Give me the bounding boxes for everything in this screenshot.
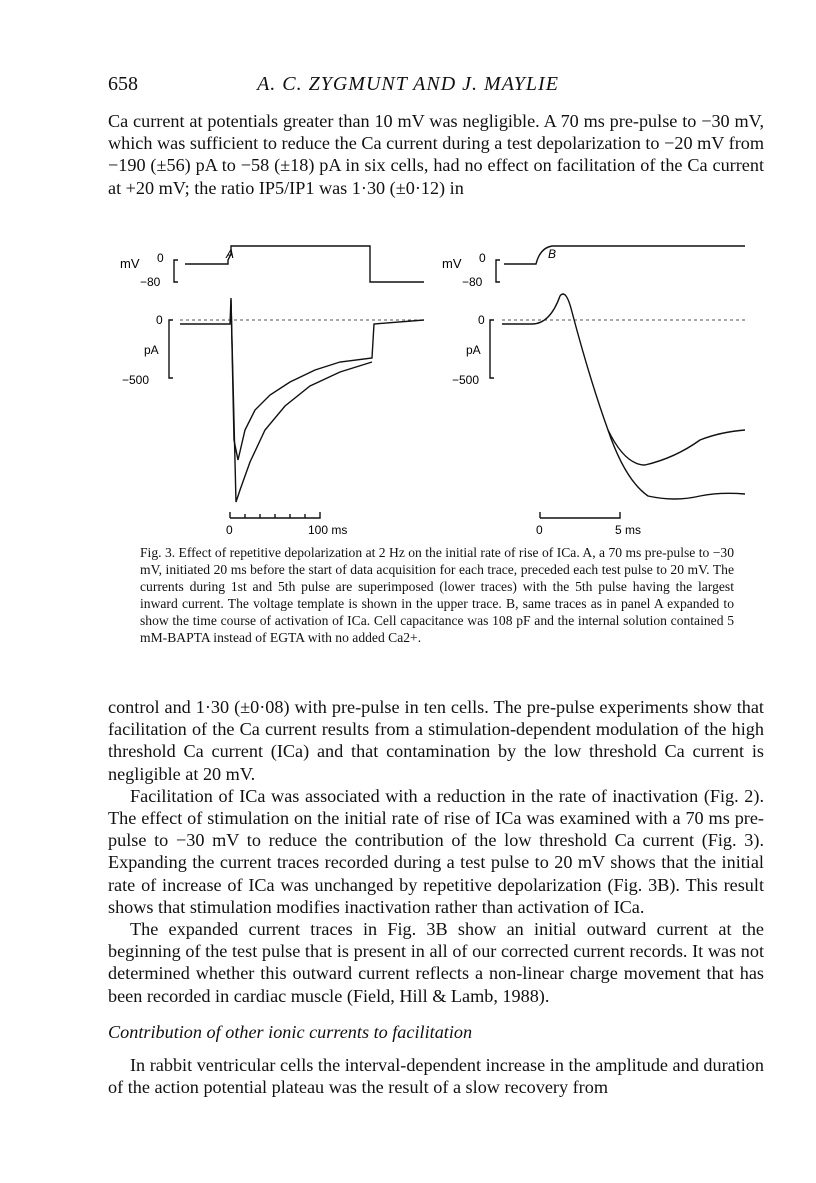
panel-b-mv-top: 0 [479, 251, 486, 265]
panel-a-time-end: 100 ms [308, 523, 348, 537]
figure-caption: Fig. 3. Effect of repetitive depolarization at 2 Hz on the initial rate of rise of ICa. A, a 70 ms pre-pulse to −30 mV, initiated 20 ms before the start of data acquisition for each trace, preceded each test pulse to 20 mV. The currents during 1st and 5th pulse are superimposed (lower traces) with the 5th pulse having the largest inward current. The voltage template is shown in the upper trace. B, same traces as in panel A expanded to show the time course of activation of ICa. Cell capacitance was 108 pF and the internal solution contained 5 mM-BAPTA instead of EGTA with no added Ca2+. [140, 545, 734, 645]
panel-b-mv-scale [496, 260, 500, 282]
running-title: A. C. ZYGMUNT AND J. MAYLIE [257, 73, 559, 95]
section-heading: Contribution of other ionic currents to facilitation [108, 1022, 473, 1042]
panel-b-pa-scale [490, 320, 494, 378]
paragraph: Ca current at potentials greater than 10 mV was negligible. A 70 ms pre-pulse to −30 mV, which was sufficient to reduce the Ca current during a test depolarization to −20 mV from −190 (±56) pA to −58 (±18) pA in six cells, had no effect on facilitation of the Ca current at +20 mV; the ratio IP5/IP1 was 1·30 (±0·12) in [108, 111, 764, 198]
body-text-top [108, 110, 764, 199]
panel-a-mv-top: 0 [157, 251, 164, 265]
panel-b-pa-top: 0 [478, 313, 485, 327]
paragraph: Facilitation of ICa was associated with a reduction in the rate of inactivation (Fig. 2). The effect of stimulation on the initial rate of rise of ICa was examined with a 70 ms pre-pulse to −30 mV to reduce the contribution of the low threshold Ca current (Fig. 3). Expanding the current traces recorded during a test pulse to 20 mV shows that the initial rate of increase of ICa was unchanged by repetitive depolarization (Fig. 3B). This result shows that stimulation modifies inactivation rather than activation of ICa. [108, 785, 764, 917]
panel-b-current-trace-5th [608, 430, 745, 499]
panel-a-mv-unit: mV [120, 256, 140, 271]
panel-a-label: A [226, 247, 235, 261]
panel-a-current-trace-5th [231, 300, 372, 502]
panel-b-pa-unit: pA [466, 343, 481, 357]
paragraph: control and 1·30 (±0·08) with pre-pulse in ten cells. The pre-pulse experiments show that facilitation of the Ca current results from a stimulation-dependent modulation of the high threshold Ca current (ICa) and that contamination by the low threshold Ca current is negligible at 20 mV. [108, 697, 764, 784]
panel-a-voltage-trace [185, 246, 424, 282]
panel-a-mv-scale [174, 260, 178, 282]
paragraph: In rabbit ventricular cells the interval-dependent increase in the amplitude and duration of the action potential plateau was the result of a slow recovery from [108, 1055, 764, 1098]
paragraph: The expanded current traces in Fig. 3B show an initial outward current at the beginning of the test pulse that is present in all of our corrected current records. It was not determined whether this outward current reflects a non-linear charge movement that has been recorded in cardiac muscle (Field, Hill & Lamb, 1988). [108, 919, 764, 1006]
panel-b-pa-bottom: −500 [452, 373, 480, 387]
panel-b-label: B [548, 247, 557, 261]
panel-a-mv-bottom: −80 [140, 275, 161, 289]
panel-a-pa-bottom: −500 [122, 373, 150, 387]
panel-b-mv-bottom: −80 [462, 275, 483, 289]
panel-a-time-scale [230, 512, 320, 518]
page-number: 658 [108, 73, 138, 95]
body-text-last [108, 1054, 764, 1098]
panel-b-time-end: 5 ms [615, 523, 642, 537]
body-text-bottom [108, 696, 764, 1007]
figure-3 [100, 240, 760, 542]
panel-b-mv-unit: mV [442, 256, 462, 271]
panel-b-voltage-trace [504, 246, 745, 264]
panel-a-pa-scale [169, 320, 173, 378]
panel-a-pa-top: 0 [156, 313, 163, 327]
panel-b-time-scale [540, 512, 620, 518]
panel-a-time-start: 0 [226, 523, 233, 537]
panel-a-pa-unit: pA [144, 343, 159, 357]
panel-b-time-start: 0 [536, 523, 543, 537]
panel-a-current-trace-1st [180, 298, 424, 460]
